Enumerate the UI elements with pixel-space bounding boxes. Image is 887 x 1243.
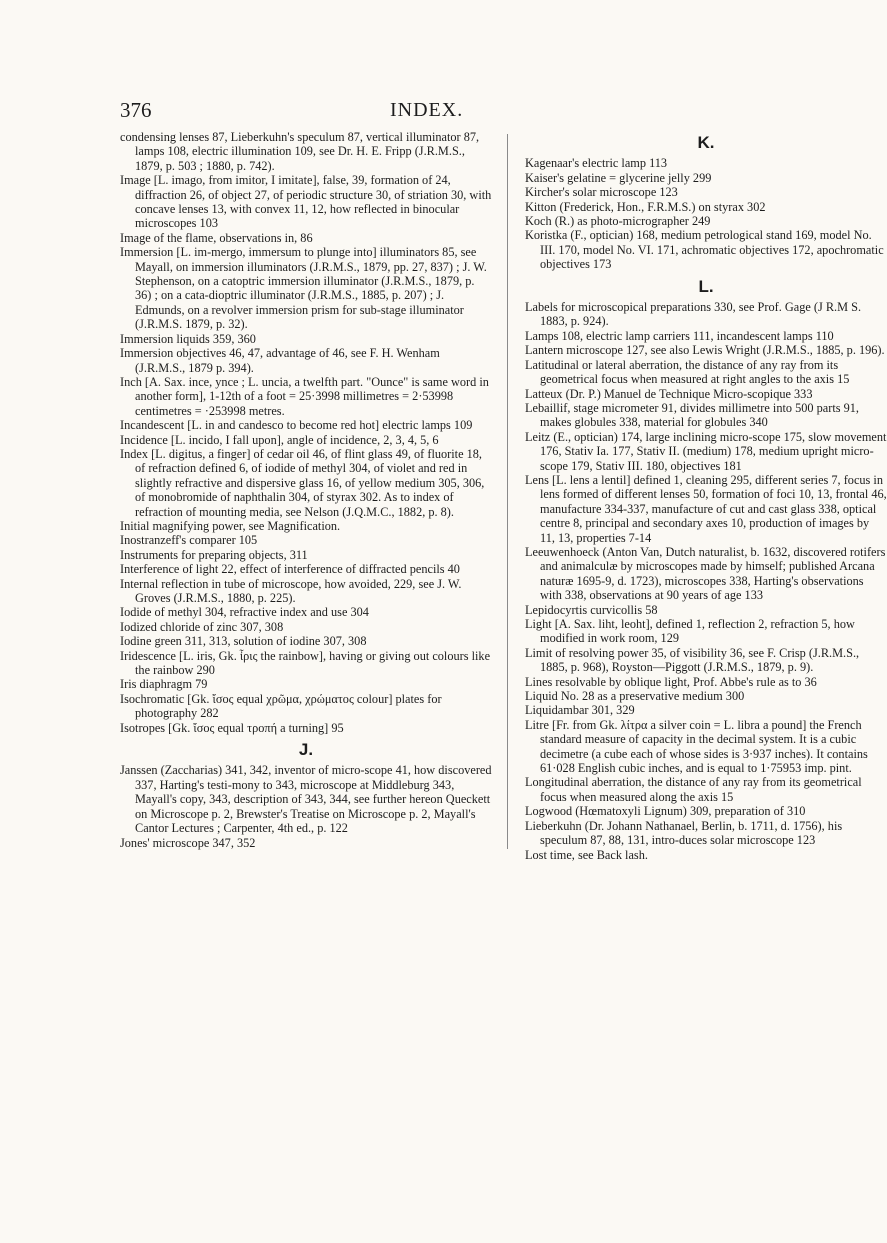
index-entry: Kircher's solar microscope 123 bbox=[525, 185, 678, 200]
section-letter: K. bbox=[697, 133, 715, 152]
index-entry: Instruments for preparing objects, 311 bbox=[120, 547, 308, 562]
index-entry: Index [L. digitus, a finger] of cedar oil 46, of flint glass 49, of fluorite 18, of refraction defined 6, of iodide of methyl 304, of violet and red in slightly refractive and dispersive glass 16, of yellow medium 305, 306, of monobromide of naphthalin 304, of styrax 302. As to index of refraction of mounting media, see Nelson (J.Q.M.C., 1882, p. 8). bbox=[120, 446, 485, 519]
index-entry: Kagenaar's electric lamp 113 bbox=[525, 156, 668, 171]
index-entry: Lantern microscope 127, see also Lewis Wright (J.R.M.S., 1885, p. 196). bbox=[525, 343, 885, 358]
index-entry: Iodine green 311, 313, solution of iodine 307, 308 bbox=[120, 634, 367, 649]
index-entry: Isotropes [Gk. ἴσος equal τροπή a turning] 95 bbox=[120, 720, 344, 735]
index-entry: Limit of resolving power 35, of visibility 36, see F. Crisp (J.R.M.S., 1885, p. 968), Royston—Piggott (J.R.M.S., 1879, p. 9). bbox=[525, 645, 860, 675]
index-entry: Iris diaphragm 79 bbox=[120, 677, 208, 692]
index-entry: Kaiser's gelatine = glycerine jelly 299 bbox=[525, 170, 712, 185]
section-letter: J. bbox=[298, 740, 314, 760]
index-entry: Image [L. imago, from imitor, I imitate], false, 39, formation of 24, diffraction 26, of object 27, of periodic structure 30, of striation 30, with concave lenses 13, with convex 11, 12, how reflected in binocular microscopes 103 bbox=[120, 173, 492, 231]
index-entry: Longitudinal aberration, the distance of any ray from its geometrical focus when measured along the axis 15 bbox=[525, 775, 862, 804]
index-entry: Leeuwenhoeck (Anton Van, Dutch naturalist, b. 1632, discovered rotifers and animalculæ by microscopes made by himself; published Arcana naturæ 1695-9, d. 1723), microscopes 338, Harting's observations with 338, observations at 90 years of age 133 bbox=[525, 544, 886, 603]
index-entry: Lepidocyrtis curvicollis 58 bbox=[525, 602, 658, 617]
index-entry: Liquidambar 301, 329 bbox=[525, 703, 635, 718]
index-entry: Lebaillif, stage micrometer 91, divides millimetre into 500 parts 91, makes globules 338, material for globules 340 bbox=[525, 400, 859, 430]
index-entry: Immersion liquids 359, 360 bbox=[120, 331, 256, 346]
index-entry: Labels for microscopical preparations 330, see Prof. Gage (J R.M S. 1883, p. 924). bbox=[525, 300, 862, 329]
page-number: 376 bbox=[120, 98, 152, 122]
index-entry: Lost time, see Back lash. bbox=[525, 847, 648, 862]
index-entry: Image of the flame, observations in, 86 bbox=[120, 230, 313, 245]
index-entry: Logwood (Hœmatoxyli Lignum) 309, preparation of 310 bbox=[525, 804, 806, 819]
section-letter: L. bbox=[698, 276, 714, 296]
left-column bbox=[120, 130, 492, 850]
index-entry: condensing lenses 87, Lieberkuhn's speculum 87, vertical illuminator 87, lamps 108, electric illumination 109, see Dr. H. E. Fripp (J.R.M.S., 1879, p. 503 ; 1880, p. 742). bbox=[120, 130, 480, 173]
index-entry: Koch (R.) as photo-micrographer 249 bbox=[525, 214, 711, 229]
index-entry: Koristka (F., optician) 168, medium petrological stand 169, model No. III. 170, model No. VI. 171, achromatic objectives 172, apochromatic objectives 173 bbox=[525, 228, 884, 272]
index-entry: Liquid No. 28 as a preservative medium 300 bbox=[525, 689, 745, 704]
index-entry: Kitton (Frederick, Hon., F.R.M.S.) on styrax 302 bbox=[525, 199, 766, 214]
index-entry: Janssen (Zaccharias) 341, 342, inventor of micro-scope 41, how discovered 337, Harting's testi-mony to 343, microscope at Middleburg 343, Mayall's copy, 343, description of 343, 344, see further hereon Queckett on Microscope p. 2, Brewster's Treatise on Microscope p. 2, Mayall's Cantor Lectures ; Carpenter, 4th ed., p. 122 bbox=[120, 763, 492, 836]
index-entry: Immersion [L. im-mergo, immersum to plunge into] illuminators 85, see Mayall, on immersion illuminators (J.R.M.S., 1879, pp. 27, 837) ; J. W. Stephenson, on a catoptric immersion illuminator (J.R.M.S., 1879, p. 36) ; on a cata-dioptric illuminator (J.R.M.S., 1885, p. 207) ; J. Edmunds, on a revolver immersion prism for sub-stage illuminator (J.R.M.S. 1879, p. 32). bbox=[120, 245, 487, 332]
index-entry: Lens [L. lens a lentil] defined 1, cleaning 295, different series 7, focus in lens formed of different lenses 50, formation of foci 10, 13, frontal 46, manufacture 334-337, manufacture of cut and cast glass 338, optical centre 8, principal and secondary axes 10, production of images by 11, 13, properties 7-14 bbox=[525, 472, 887, 545]
index-entry: Light [A. Sax. liht, leoht], defined 1, reflection 2, refraction 5, how modified in work room, 129 bbox=[525, 617, 855, 646]
index-entry: Lieberkuhn (Dr. Johann Nathanael, Berlin, b. 1711, d. 1756), his speculum 87, 88, 131, intro-duces solar microscope 123 bbox=[525, 818, 843, 848]
index-entry: Immersion objectives 46, 47, advantage of 46, see F. H. Wenham (J.R.M.S., 1879 p. 394). bbox=[120, 346, 440, 375]
index-entry: Interference of light 22, effect of interference of diffracted pencils 40 bbox=[120, 562, 460, 577]
index-entry: Incandescent [L. in and candesco to become red hot] electric lamps 109 bbox=[120, 418, 473, 433]
column-divider bbox=[507, 134, 508, 849]
index-entry: Inch [A. Sax. ince, ynce ; L. uncia, a twelfth part. "Ounce" is same word in another form], 1-12th of a foot = 25·3998 millimetres = 2·53998 centimetres = ·253998 metres. bbox=[120, 374, 489, 418]
page-title: INDEX. bbox=[390, 99, 464, 121]
index-entry: Iodized chloride of zinc 307, 308 bbox=[120, 619, 284, 634]
index-entry: Iodide of methyl 304, refractive index and use 304 bbox=[120, 605, 369, 620]
index-entry: Lamps 108, electric lamp carriers 111, incandescent lamps 110 bbox=[525, 328, 834, 343]
index-entry: Lines resolvable by oblique light, Prof. Abbe's rule as to 36 bbox=[525, 674, 817, 689]
index-entry: Inostranzeff's comparer 105 bbox=[120, 533, 258, 548]
index-entry: Iridescence [L. iris, Gk. ἶρις the rainbow], having or giving out colours like the rainbow 290 bbox=[120, 648, 491, 678]
index-entry: Latitudinal or lateral aberration, the distance of any ray from its geometrical focus when measured at right angles to the axis 15 bbox=[525, 357, 850, 387]
index-entry: Jones' microscope 347, 352 bbox=[120, 835, 256, 850]
index-entry: Incidence [L. incido, I fall upon], angle of incidence, 2, 3, 4, 5, 6 bbox=[120, 432, 439, 447]
index-entry: Latteux (Dr. P.) Manuel de Technique Micro-scopique 333 bbox=[525, 386, 813, 401]
index-entry: Internal reflection in tube of microscope, how avoided, 229, see J. W. Groves (J.R.M.S., 1880, p. 225). bbox=[120, 576, 462, 605]
index-entry: Initial magnifying power, see Magnification. bbox=[120, 518, 341, 533]
index-entry: Leitz (E., optician) 174, large inclining micro-scope 175, slow movement 176, Stativ Ia. 177, Stativ II. (medium) 178, medium upright micro-scope 179, Stativ III. 180, objectives 181 bbox=[525, 429, 887, 473]
right-column bbox=[525, 133, 887, 862]
index-entry: Isochromatic [Gk. ἴσος equal χρῶμα, χρώματος colour] plates for photography 282 bbox=[120, 691, 442, 721]
index-entry: Litre [Fr. from Gk. λίτρα a silver coin = L. libra a pound] the French standard measure of capacity in the decimal system. It is a cubic decimetre (a cube each of whose sides is 3·937 inches). It contains 61·028 English cubic inches, and is equal to 1·75953 imp. pint. bbox=[525, 717, 868, 776]
